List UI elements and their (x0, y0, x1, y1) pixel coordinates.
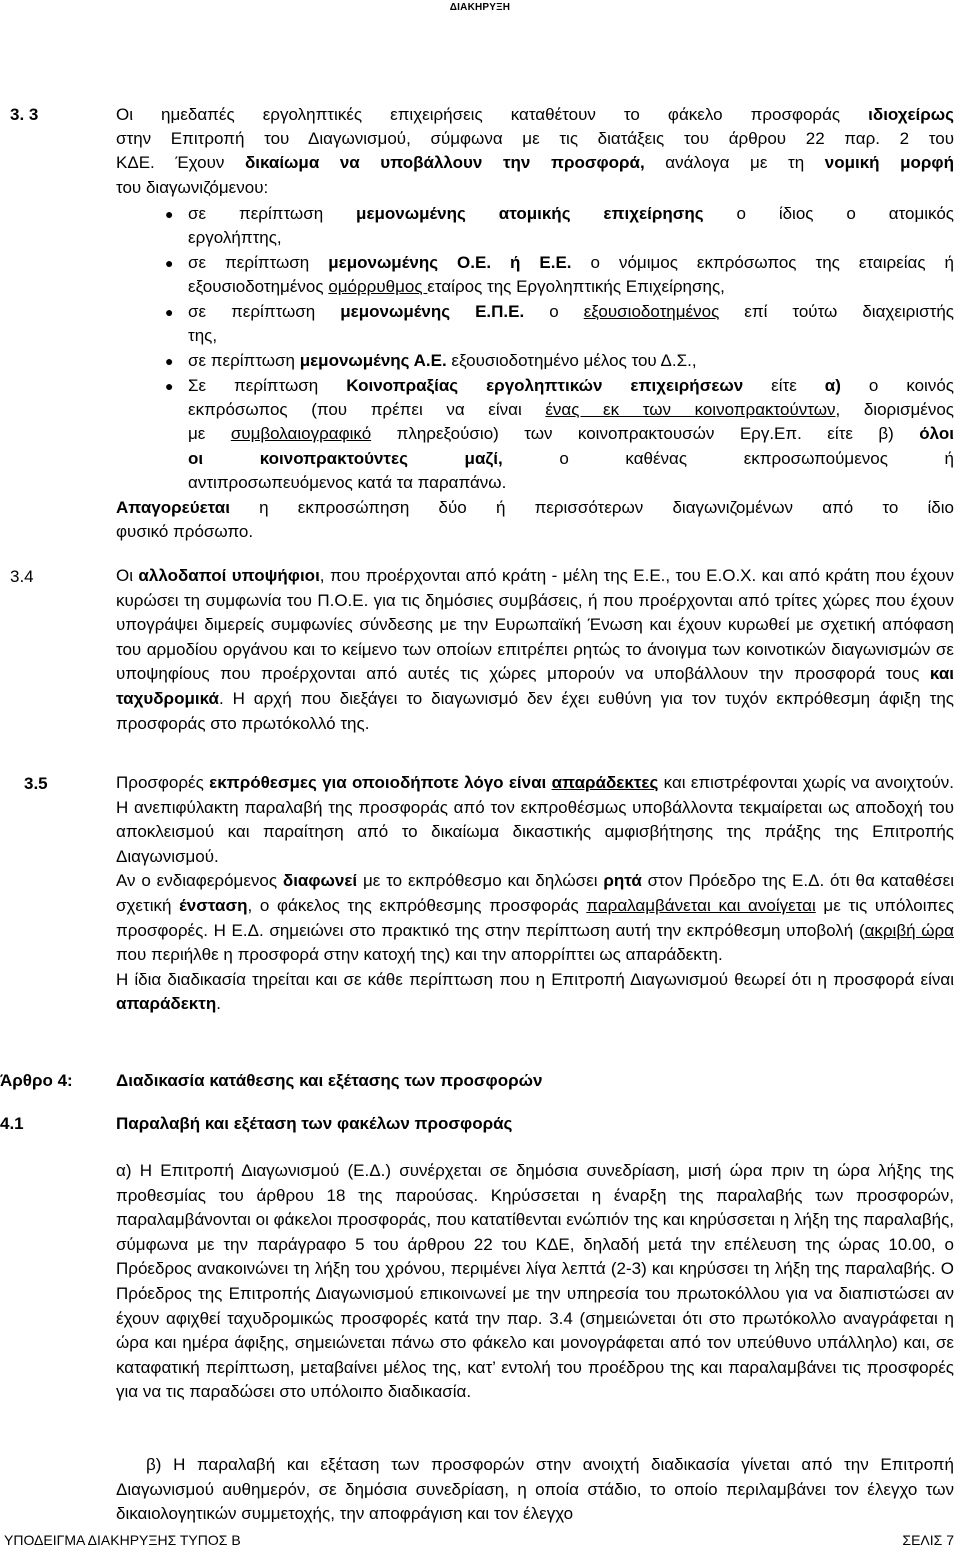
footer-left: ΥΠΟΔΕΙΓΜΑ ΔΙΑΚΗΡΥΞΗΣ ΤΥΠΟΣ Β (4, 1532, 241, 1548)
article4-paragraph-b: β) Η παραλαβή και εξέταση των προσφορών στην ανοιχτή διαδικασία γίνεται από την Επιτροπή Διαγωνισμού αυθημερόν, σε δημόσια συνεδρίαση, η οποία στάδιο, το οποίο περιλαμβάνει τον έλεγχο των δικαιολογητικών συμμετοχής, την αποφράγιση και τον έλεγχο (116, 1455, 954, 1524)
s34-paragraph: Οι αλλοδαποί υποψήφιοι, που προέρχονται από κράτη - μέλη της Ε.Ε., του Ε.Ο.Χ. και από κράτη που έχουν κυρώσει τη συμφωνία του Π.Ο.Ε. για τις δημόσιες συμβάσεις, ή που προέρχονται από τρίτες χώρες που έχουν υπογράψει διμερείς συμφωνίες σύνδεσης με την Ευρωπαϊκή Ένωση και έχουν κυρωθεί με σχετική απόφαση του αρμοδίου οργάνου και το κείμενο των οποίων επιτρέπει ρητώς το άνοιγμα των κοινοτικών διαγωνισμών σε υποψηφίους που προέρχονται από αυτές τις χώρες μπορούν να υποβάλλουν την προσφορά τους και ταχυδρομικά. Η αρχή που διεξάγει το διαγωνισμό δεν έχει ευθύνη για τον τυχόν εκπρόθεσμη άφιξη της προσφοράς στο πρωτόκολλό της. (116, 566, 954, 733)
section-number-3-4: 3.4 (10, 567, 34, 586)
bullet-icon: ● (165, 255, 174, 271)
bullet-icon: ● (165, 304, 174, 320)
s33-bullet-5-line-1: Σε περίπτωση Κοινοπραξίας εργοληπτικών επιχειρήσεων είτε α) ο κοινός (188, 376, 954, 395)
s33-line-4: του διαγωνιζόμενου: (116, 178, 269, 197)
s33-bullet-5-line-3: με συμβολαιογραφικό πληρεξούσιο) των κοινοπρακτουσών Εργ.Επ. είτε β) όλοι (188, 424, 954, 443)
bullet-icon: ● (165, 206, 174, 222)
s33-bullet-1-line-1: σε περίπτωση μεμονωμένης ατομικής επιχείρησης ο ίδιος ο ατομικός (188, 204, 954, 223)
s33-bullet-3-line-2: της, (188, 326, 218, 345)
s33-bullet-5-line-4: οι κοινοπρακτούντες μαζί, ο καθένας εκπροσωπούμενος ή (188, 449, 954, 468)
s33-final-line-1: Απαγορεύεται η εκπροσώπηση δύο ή περισσότερων διαγωνιζομένων από το ίδιο (116, 498, 954, 517)
s33-bullet-5-line-2: εκπρόσωπος (που πρέπει να είναι ένας εκ των κοινοπρακτούντων, διορισμένος (188, 400, 954, 419)
s33-bullet-3-line-1: σε περίπτωση μεμονωμένης Ε.Π.Ε. ο εξουσιοδοτημένος επί τούτω διαχειριστής (188, 302, 954, 321)
s33-line-3: ΚΔΕ. Έχουν δικαίωμα να υποβάλλουν την προσφορά, ανάλογα με τη νομική μορφή (116, 153, 954, 172)
article-title: Διαδικασία κατάθεσης και εξέτασης των προσφορών (116, 1071, 543, 1090)
subsection-number: 4.1 (0, 1114, 24, 1133)
s33-bullet-1-line-2: εργολήπτης, (188, 228, 282, 247)
article4-paragraph-a: α) Η Επιτροπή Διαγωνισμού (Ε.Δ.) συνέρχεται σε δημόσια συνεδρίαση, μισή ώρα πριν τη ώρα λήξης της προθεσμίας του άρθρου 18 της παρούσας. Κηρύσσεται η έναρξη της παραλαβής των προσφορών, παραλαμβάνονται οι φάκελοι προσφοράς, που κατατίθενται ενώπιόν της και κηρύσσεται η λήξη της παραλαβής, σύμφωνα με την παράγραφο 5 του άρθρου 22 του ΚΔΕ, δηλαδή μετά την επέλευση της ώρας 10.00, ο Πρόεδρος ανακοινώνει τη λήξη του χρόνου, περιμένει λίγα λεπτά (2-3) και κηρύσσει τη λήξη της παραλαβής. Ο Πρόεδρος της Επιτροπής Διαγωνισμού επικοινωνεί με την υπηρεσία του πρωτοκόλλου για να διαπιστώσει αν έχουν αφιχθεί ταχυδρομικώς προσφορές κατά την παρ. 3.4 (σημειώνεται ότι στο πρωτόκολλο αναγράφεται η ώρα και ημέρα άφιξης, σημειώνεται πάνω στο φάκελο και μονογράφεται από τον υπεύθυνο υπάλληλο) και, σε καταφατική περίπτωση, μεταβαίνει μέλος της, κατ’ εντολή του προέδρου της και παραλαμβάνει τις προσφορές για να τις παραδώσει στο υπόλοιπο διαδικασία. (116, 1161, 954, 1402)
page-header: ΔΙΑΚΗΡΥΞΗ (449, 2, 511, 13)
section-number-3-3: 3. 3 (10, 105, 39, 124)
s33-line-2: στην Επιτροπή του Διαγωνισμού, σύμφωνα με τις διατάξεις του άρθρου 22 παρ. 2 του (116, 129, 954, 148)
subsection-title: Παραλαβή και εξέταση των φακέλων προσφοράς (116, 1114, 513, 1133)
s33-final-line-2: φυσικό πρόσωπο. (116, 522, 254, 541)
footer-right: ΣΕΛΙΣ 7 (902, 1532, 954, 1548)
s33-bullet-4-line-1: σε περίπτωση μεμονωμένης Α.Ε. εξουσιοδοτημένο μέλος του Δ.Σ., (188, 351, 697, 370)
s33-bullet-2-line-2: εξουσιοδοτημένος ομόρρυθμος εταίρος της Εργοληπτικής Επιχείρησης, (188, 277, 725, 296)
s35-paragraph: Προσφορές εκπρόθεσμες για οποιοδήποτε λόγο είναι απαράδεκτες και επιστρέφονται χωρίς να ανοιχτούν. Η ανεπιφύλακτη παραλαβή της προσφοράς από τον εκπροθέσμως υποβάλλοντα τεκμαίρεται ως αποδοχή του αποκλεισμού και παραίτηση από το δικαίωμα δικαστικής αμφισβήτησης της πράξης της Επιτροπής Διαγωνισμού. Αν ο ενδιαφερόμενος διαφωνεί με το εκπρόθεσμο και δηλώσει ρητά στον Πρόεδρο της Ε.Δ. ότι θα καταθέσει σχετική ένσταση, ο φάκελος της εκπρόθεσμης προσφοράς παραλαμβάνεται και ανοίγεται με τις υπόλοιπες προσφορές. Η Ε.Δ. σημειώνει στο πρακτικό της στην περίπτωση αυτή την εκπρόθεσμη υποβολή (ακριβή ώρα που περιήλθε η προσφορά στην κατοχή της) και την απορρίπτει ως απαράδεκτη. Η ίδια διαδικασία τηρείται και σε κάθε περίπτωση που η Επιτροπή Διαγωνισμού θεωρεί ότι η προσφορά είναι απαράδεκτη. (116, 773, 954, 1014)
s33-bullet-5-line-5: αντιπροσωπευόμενος κατά τα παραπάνω. (188, 473, 507, 492)
bullet-icon: ● (165, 378, 174, 394)
s33-line-1: Οι ημεδαπές εργοληπτικές επιχειρήσεις καταθέτουν το φάκελο προσφοράς ιδιοχείρως (116, 105, 954, 124)
article-label: Άρθρο 4: (0, 1071, 73, 1090)
s33-bullet-2-line-1: σε περίπτωση μεμονωμένης Ο.Ε. ή Ε.Ε. ο νόμιμος εκπρόσωπος της εταιρείας ή (188, 253, 954, 272)
section-number-3-5: 3.5 (24, 774, 48, 793)
bullet-icon: ● (165, 353, 174, 369)
